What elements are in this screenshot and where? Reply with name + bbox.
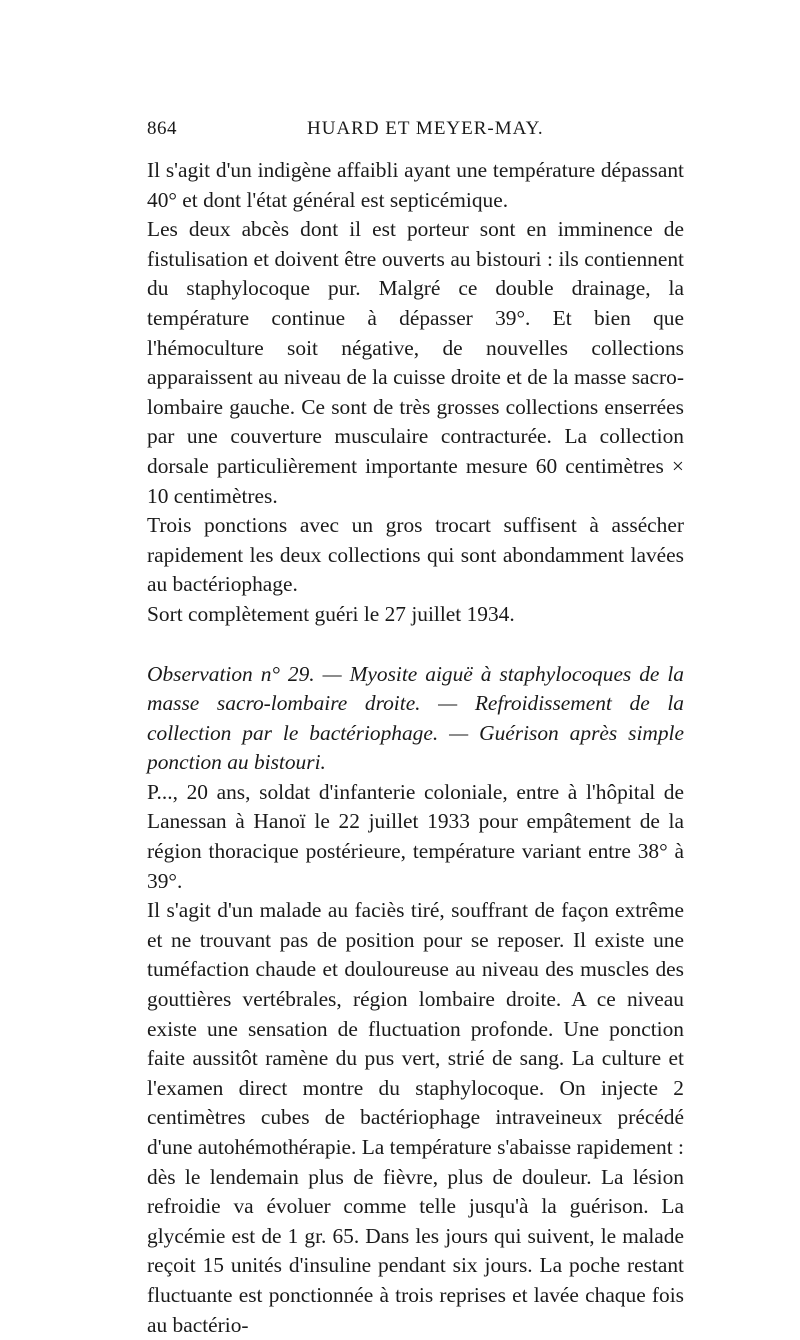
book-page: [147, 112, 684, 1340]
observation-title: — Myosite aiguë à staphylocoques de la masse sacro-lombaire droite. — Refroidissement de la collection par le bactériophage. — Guérison après simple ponction au bistouri.: [147, 661, 684, 775]
paragraph: Trois ponctions avec un gros trocart suffisent à assécher rapidement les deux collections qui sont abondamment lavées au bactériophage.: [147, 513, 684, 597]
paragraph: P..., 20 ans, soldat d'infanterie coloniale, entre à l'hôpital de Lanessan à Hanoï le 22 juillet 1933 pour empâtement de la région thoracique postérieure, température variant entre 38° à 39°.: [147, 779, 684, 893]
observation-heading: [147, 660, 684, 778]
paragraph: Il s'agit d'un malade au faciès tiré, souffrant de façon extrême et ne trouvant pas de position pour se reposer. Il existe une tuméfaction chaude et douloureuse au niveau des muscles des gouttières vertébrales, région lombaire droite. A ce niveau existe une sensation de fluctuation profonde. Une ponction faite aussitôt ramène du pus vert, strié de sang. La culture et l'examen direct montre du staphylocoque. On injecte 2 centimètres cubes de bactériophage intraveineux précédé d'une autohémothérapie. La température s'abaisse rapidement : dès le lendemain plus de fièvre, plus de douleur. La lésion refroidie va évoluer comme telle jusqu'à la guérison. La glycémie est de 1 gr. 65. Dans les jours qui suivent, le malade reçoit 15 unités d'insuline pendant six jours. La poche restant fluctuante est ponctionnée à trois reprises et lavée chaque fois au bactério-: [147, 898, 684, 1337]
page-number: 864: [147, 118, 177, 139]
running-title: HUARD ET MEYER-MAY.: [307, 118, 544, 139]
body-text: [147, 156, 684, 1340]
paragraph: Les deux abcès dont il est porteur sont en imminence de fistulisation et doivent être ouverts au bistouri : ils contiennent du staphylocoque pur. Malgré ce double drainage, la température continue à dépasser 39°. Et bien que l'hémoculture soit négative, de nouvelles collections apparaissent au niveau de la cuisse droite et de la masse sacro-lombaire gauche. Ce sont de très grosses collections enserrées par une couverture musculaire contracturée. La collection dorsale particulièrement importante mesure 60 centimètres × 10 centimètres.: [147, 217, 684, 508]
paragraph: Sort complètement guéri le 27 juillet 1934.: [147, 601, 515, 626]
observation-label: Observation n° 29.: [147, 661, 315, 686]
paragraph: Il s'agit d'un indigène affaibli ayant une température dépassant 40° et dont l'état général est septicémique.: [147, 158, 684, 212]
page-header: [147, 112, 684, 142]
section-gap: [147, 630, 684, 660]
